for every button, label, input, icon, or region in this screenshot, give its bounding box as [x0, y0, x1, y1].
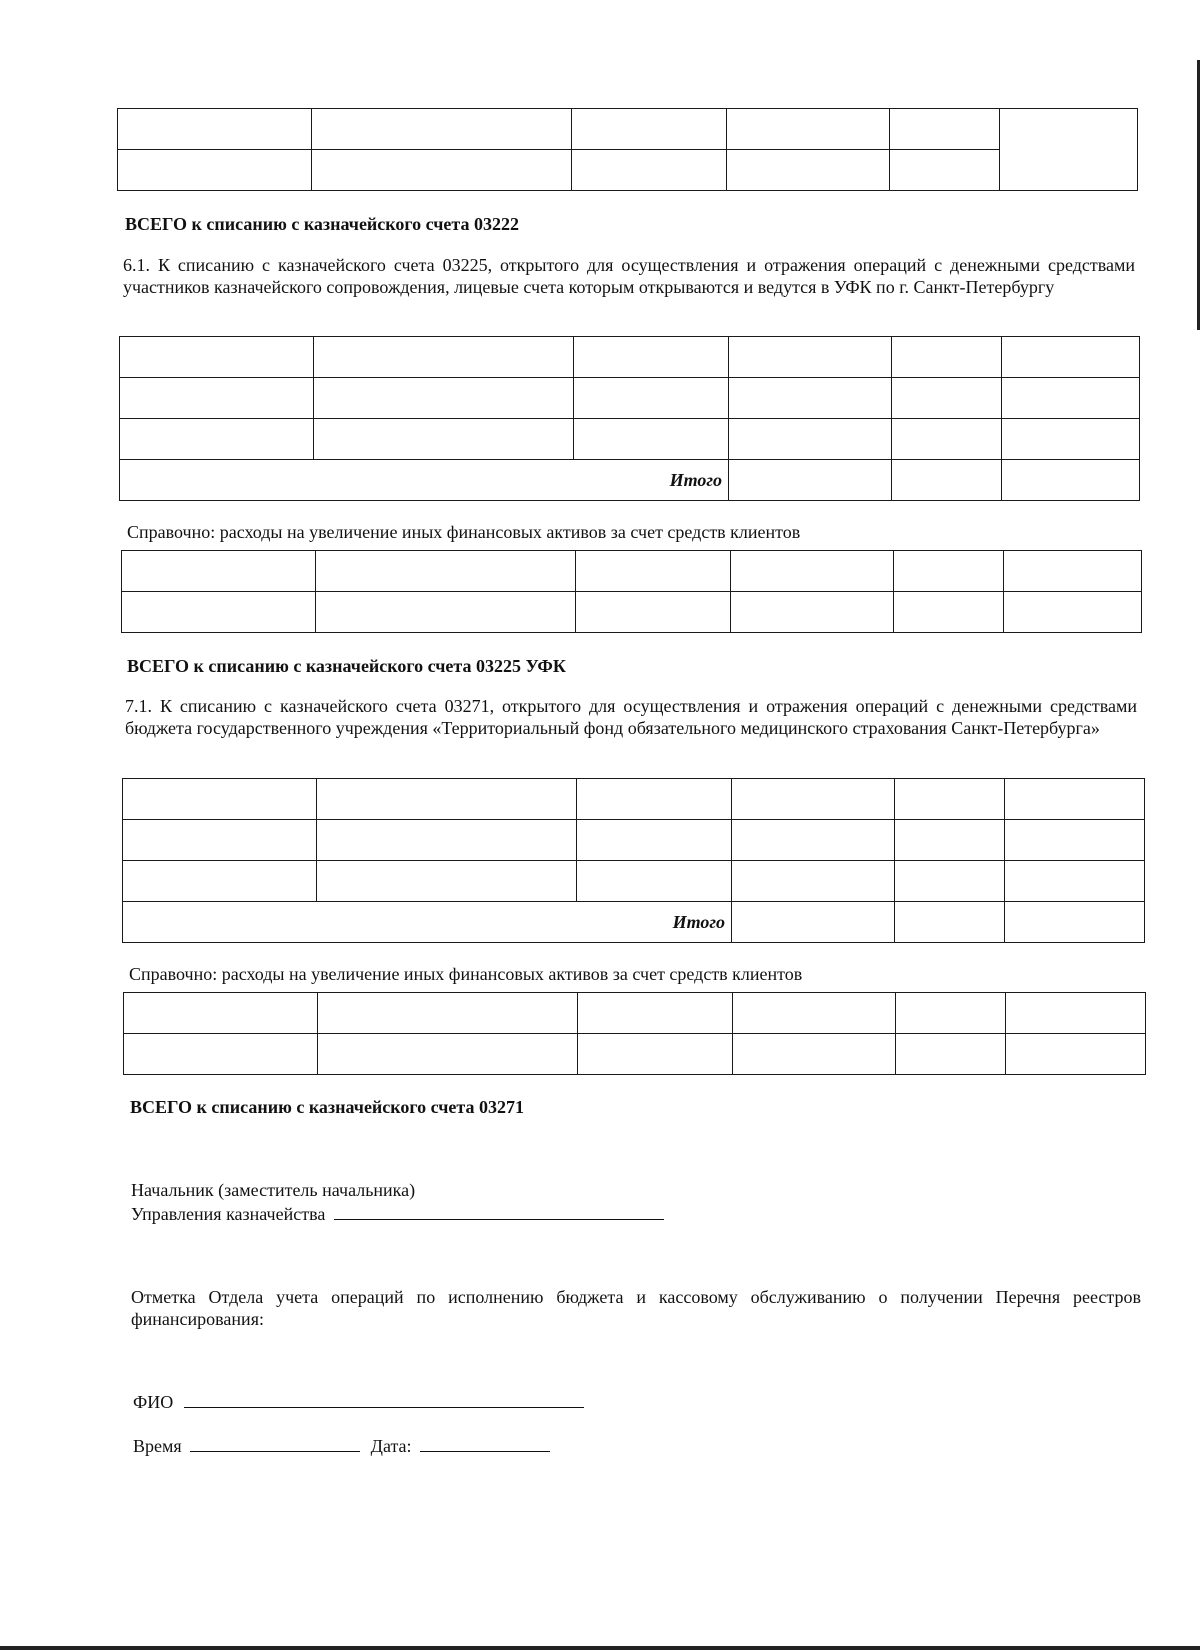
- table-cell: [896, 1034, 1006, 1075]
- table-cell: [123, 779, 317, 820]
- table-row: [122, 551, 1142, 592]
- table-cell: [1005, 902, 1145, 943]
- table-cell: [312, 150, 572, 191]
- time-date-row: [133, 1436, 550, 1457]
- table-cell: [122, 592, 316, 633]
- table-cell: [731, 592, 894, 633]
- itogo-label: Итого: [123, 902, 732, 943]
- table-cell: [123, 861, 317, 902]
- table-cell: [1005, 820, 1145, 861]
- table-cell: [729, 378, 892, 419]
- table-cell: [892, 460, 1002, 501]
- section-7-1: 7.1. К списанию с казначейского счета 03271, открытого для осуществления и отражения операций с денежными средствами бюджета государственного учреждения «Территориальный фонд обязательного медицинского страхования Санкт-Петербурга»: [125, 696, 1137, 738]
- itogo-label: Итого: [120, 460, 729, 501]
- table-row: [120, 460, 1140, 501]
- table-cell: [317, 820, 577, 861]
- table-cell: [733, 1034, 896, 1075]
- table-cell: [892, 419, 1002, 460]
- table-row: [123, 861, 1145, 902]
- table-03271-reference: [123, 992, 1146, 1075]
- table-cell: [314, 378, 574, 419]
- table-cell: [1006, 993, 1146, 1034]
- table-cell: [576, 551, 731, 592]
- table-cell: [314, 419, 574, 460]
- table-cell: [578, 1034, 733, 1075]
- table-03222: [117, 108, 1138, 191]
- table-cell: [317, 779, 577, 820]
- table-cell: [890, 109, 1000, 150]
- table-cell: [574, 337, 729, 378]
- table-cell: [576, 592, 731, 633]
- table-cell: [574, 378, 729, 419]
- table-row: [118, 109, 1138, 150]
- section-6-1: 6.1. К списанию с казначейского счета 03225, открытого для осуществления и отражения операций с денежными средствами участников казначейского сопровождения, лицевые счета которым открываются и ведутся в УФК по г. Санкт-Петербургу: [123, 255, 1135, 297]
- table-cell: [318, 993, 578, 1034]
- table-cell: [732, 820, 895, 861]
- table-cell: [124, 993, 318, 1034]
- table-cell: [314, 337, 574, 378]
- table-cell: [118, 150, 312, 191]
- table-cell: [895, 820, 1005, 861]
- signature-dept-label: Управления казначейства: [131, 1204, 326, 1224]
- table-cell: [729, 419, 892, 460]
- table-cell: [120, 378, 314, 419]
- total-03222: ВСЕГО к списанию с казначейского счета 03222: [125, 214, 519, 234]
- table-cell: [1005, 779, 1145, 820]
- time-line: [190, 1451, 360, 1452]
- table-cell: [122, 551, 316, 592]
- table-row: [123, 820, 1145, 861]
- date-line: [420, 1451, 550, 1452]
- table-row: [124, 993, 1146, 1034]
- time-label: Время: [133, 1436, 182, 1456]
- table-cell: [578, 993, 733, 1034]
- table-cell: [727, 109, 890, 150]
- table-cell: [312, 109, 572, 150]
- table-cell: [1006, 1034, 1146, 1075]
- table-row: [123, 902, 1145, 943]
- table-row: [120, 378, 1140, 419]
- table-cell: [120, 419, 314, 460]
- signature-line: [334, 1219, 664, 1220]
- table-cell: [577, 779, 732, 820]
- table-cell: [729, 337, 892, 378]
- table-cell: [892, 337, 1002, 378]
- table-cell: [890, 150, 1000, 191]
- table-cell: [1002, 378, 1140, 419]
- signature-title: Начальник (заместитель начальника): [131, 1180, 416, 1200]
- table-cell: [892, 378, 1002, 419]
- table-cell: [1004, 551, 1142, 592]
- table-cell: [894, 592, 1004, 633]
- table-row: [120, 337, 1140, 378]
- receipt-mark: Отметка Отдела учета операций по исполнению бюджета и кассовому обслуживанию о получении Перечня реестров финансирования:: [131, 1287, 1141, 1329]
- signature-dept: [131, 1204, 664, 1225]
- table-cell: [318, 1034, 578, 1075]
- table-row: [122, 592, 1142, 633]
- table-cell: [316, 592, 576, 633]
- table-cell: [577, 861, 732, 902]
- table-cell: [895, 902, 1005, 943]
- table-row: [120, 419, 1140, 460]
- table-cell: [896, 993, 1006, 1034]
- table-cell: [118, 109, 312, 150]
- table-cell: [1000, 109, 1138, 191]
- table-03225: [119, 336, 1140, 501]
- table-cell: [731, 551, 894, 592]
- table-row: [118, 150, 1138, 191]
- table-cell: [895, 861, 1005, 902]
- table-row: [124, 1034, 1146, 1075]
- table-cell: [1002, 419, 1140, 460]
- table-cell: [894, 551, 1004, 592]
- table-cell: [574, 419, 729, 460]
- scan-edge-bottom: [0, 1646, 1200, 1650]
- table-cell: [732, 861, 895, 902]
- table-03225-reference: [121, 550, 1142, 633]
- reference-note: Справочно: расходы на увеличение иных финансовых активов за счет средств клиентов: [127, 522, 801, 542]
- table-cell: [124, 1034, 318, 1075]
- table-cell: [732, 779, 895, 820]
- total-03225: ВСЕГО к списанию с казначейского счета 03225 УФК: [127, 656, 566, 676]
- table-cell: [1002, 337, 1140, 378]
- fio-row: [133, 1392, 584, 1413]
- table-cell: [572, 109, 727, 150]
- table-cell: [727, 150, 890, 191]
- table-03271: [122, 778, 1145, 943]
- table-cell: [729, 460, 892, 501]
- table-cell: [120, 337, 314, 378]
- table-cell: [1004, 592, 1142, 633]
- fio-label: ФИО: [133, 1392, 174, 1412]
- table-cell: [572, 150, 727, 191]
- total-03271: ВСЕГО к списанию с казначейского счета 03271: [130, 1097, 524, 1117]
- table-cell: [732, 902, 895, 943]
- table-cell: [1002, 460, 1140, 501]
- table-cell: [316, 551, 576, 592]
- table-cell: [577, 820, 732, 861]
- table-cell: [317, 861, 577, 902]
- reference-note: Справочно: расходы на увеличение иных финансовых активов за счет средств клиентов: [129, 964, 803, 984]
- date-label: Дата:: [370, 1436, 412, 1456]
- fio-line: [184, 1407, 584, 1408]
- table-cell: [1005, 861, 1145, 902]
- table-cell: [895, 779, 1005, 820]
- table-cell: [123, 820, 317, 861]
- table-cell: [733, 993, 896, 1034]
- table-row: [123, 779, 1145, 820]
